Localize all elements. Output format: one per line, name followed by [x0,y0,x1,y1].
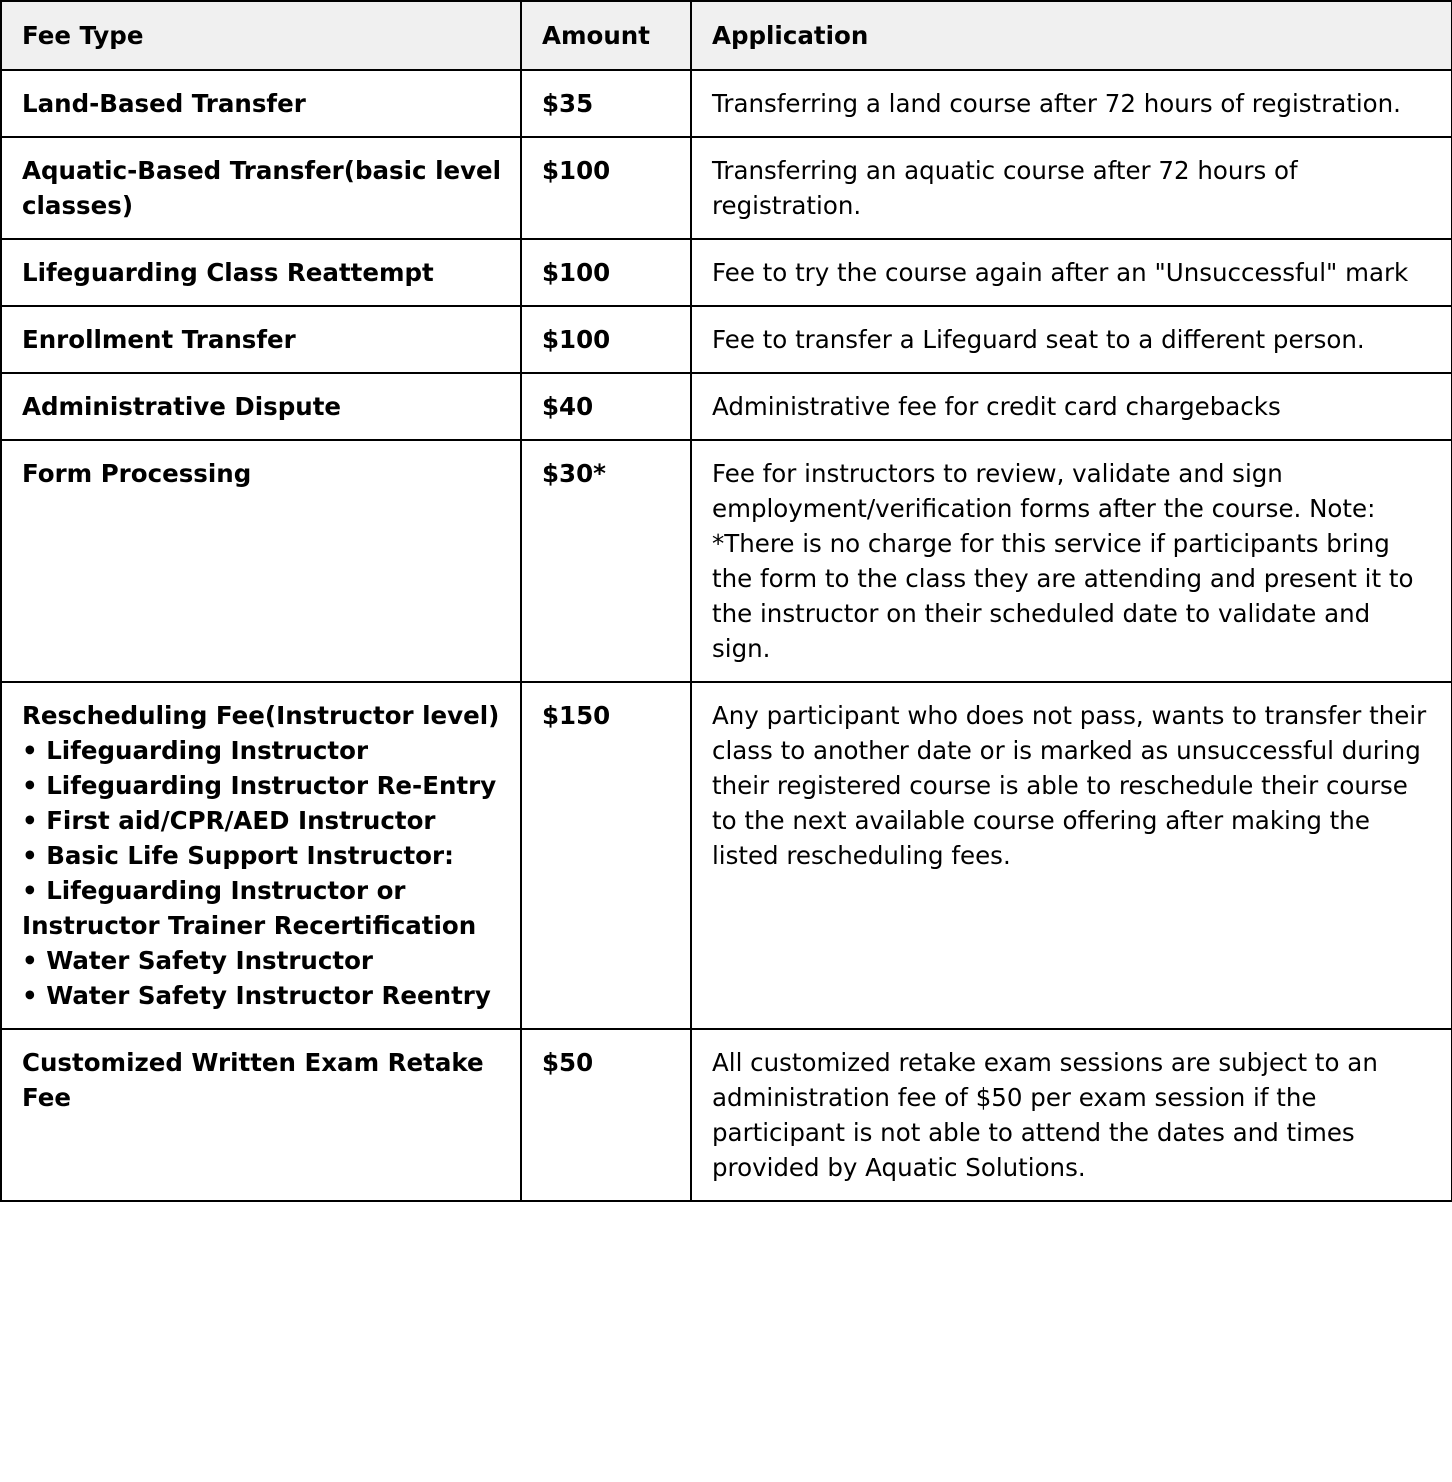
table-row [1,682,1452,1029]
table-row [1,306,1452,373]
fee-type-cell [1,70,521,137]
fee-type-cell [1,239,521,306]
amount-cell: $100 [521,306,691,373]
fee-type-list-item: • First aid/CPR/AED Instructor [22,806,436,835]
fee-type-label: Customized Written Exam Retake Fee [22,1048,484,1112]
fee-type-list-item: • Water Safety Instructor Reentry [22,981,491,1010]
application-cell: Fee to transfer a Lifeguard seat to a different person. [691,306,1452,373]
table-row [1,239,1452,306]
amount-cell: $40 [521,373,691,440]
application-cell: Administrative fee for credit card chargebacks [691,373,1452,440]
table-row [1,137,1452,239]
application-cell: Transferring an aquatic course after 72 hours of registration. [691,137,1452,239]
fee-type-cell [1,682,521,1029]
application-cell: All customized retake exam sessions are subject to an administration fee of $50 per exam session if the participant is not able to attend the dates and times provided by Aquatic Solutions. [691,1029,1452,1201]
application-cell: Fee to try the course again after an "Unsuccessful" mark [691,239,1452,306]
application-cell: Any participant who does not pass, wants to transfer their class to another date or is marked as unsuccessful during their registered course is able to reschedule their course to the next available course offering after making the listed rescheduling fees. [691,682,1452,1029]
table-row [1,373,1452,440]
amount-cell: $150 [521,682,691,1029]
amount-cell: $35 [521,70,691,137]
fee-type-label: Aquatic-Based Transfer(basic level classes) [22,156,502,220]
header-amount: Amount [521,1,691,70]
fee-type-label: Rescheduling Fee(Instructor level) [22,701,500,730]
fee-type-label: Form Processing [22,459,252,488]
fee-type-list-item: • Basic Life Support Instructor: [22,841,454,870]
fee-type-cell [1,1029,521,1201]
application-cell: Fee for instructors to review, validate and sign employment/verification forms after the course. Note: *There is no charge for this service if participants bring the form to the class they are attending and present it to the instructor on their scheduled date to validate and sign. [691,440,1452,682]
fee-type-label: Lifeguarding Class Reattempt [22,258,434,287]
fee-type-cell [1,440,521,682]
header-fee-type: Fee Type [1,1,521,70]
table-header [1,1,1452,70]
amount-cell: $100 [521,137,691,239]
fee-type-list-item: • Lifeguarding Instructor [22,736,369,765]
amount-cell: $100 [521,239,691,306]
fee-type-list-item: • Water Safety Instructor [22,946,374,975]
amount-cell: $50 [521,1029,691,1201]
table-row [1,440,1452,682]
fee-type-cell [1,373,521,440]
fee-type-cell [1,306,521,373]
fee-type-list-item: • Lifeguarding Instructor or Instructor Trainer Recertification [22,876,477,940]
fee-type-label: Administrative Dispute [22,392,342,421]
header-application: Application [691,1,1452,70]
amount-cell: $30* [521,440,691,682]
application-cell: Transferring a land course after 72 hours of registration. [691,70,1452,137]
table-row [1,70,1452,137]
fee-type-label: Enrollment Transfer [22,325,296,354]
table-row [1,1029,1452,1201]
fee-type-list-item: • Lifeguarding Instructor Re-Entry [22,771,497,800]
table-body [1,70,1452,1201]
header-row [1,1,1452,70]
fee-type-label: Land-Based Transfer [22,89,306,118]
fee-type-cell [1,137,521,239]
